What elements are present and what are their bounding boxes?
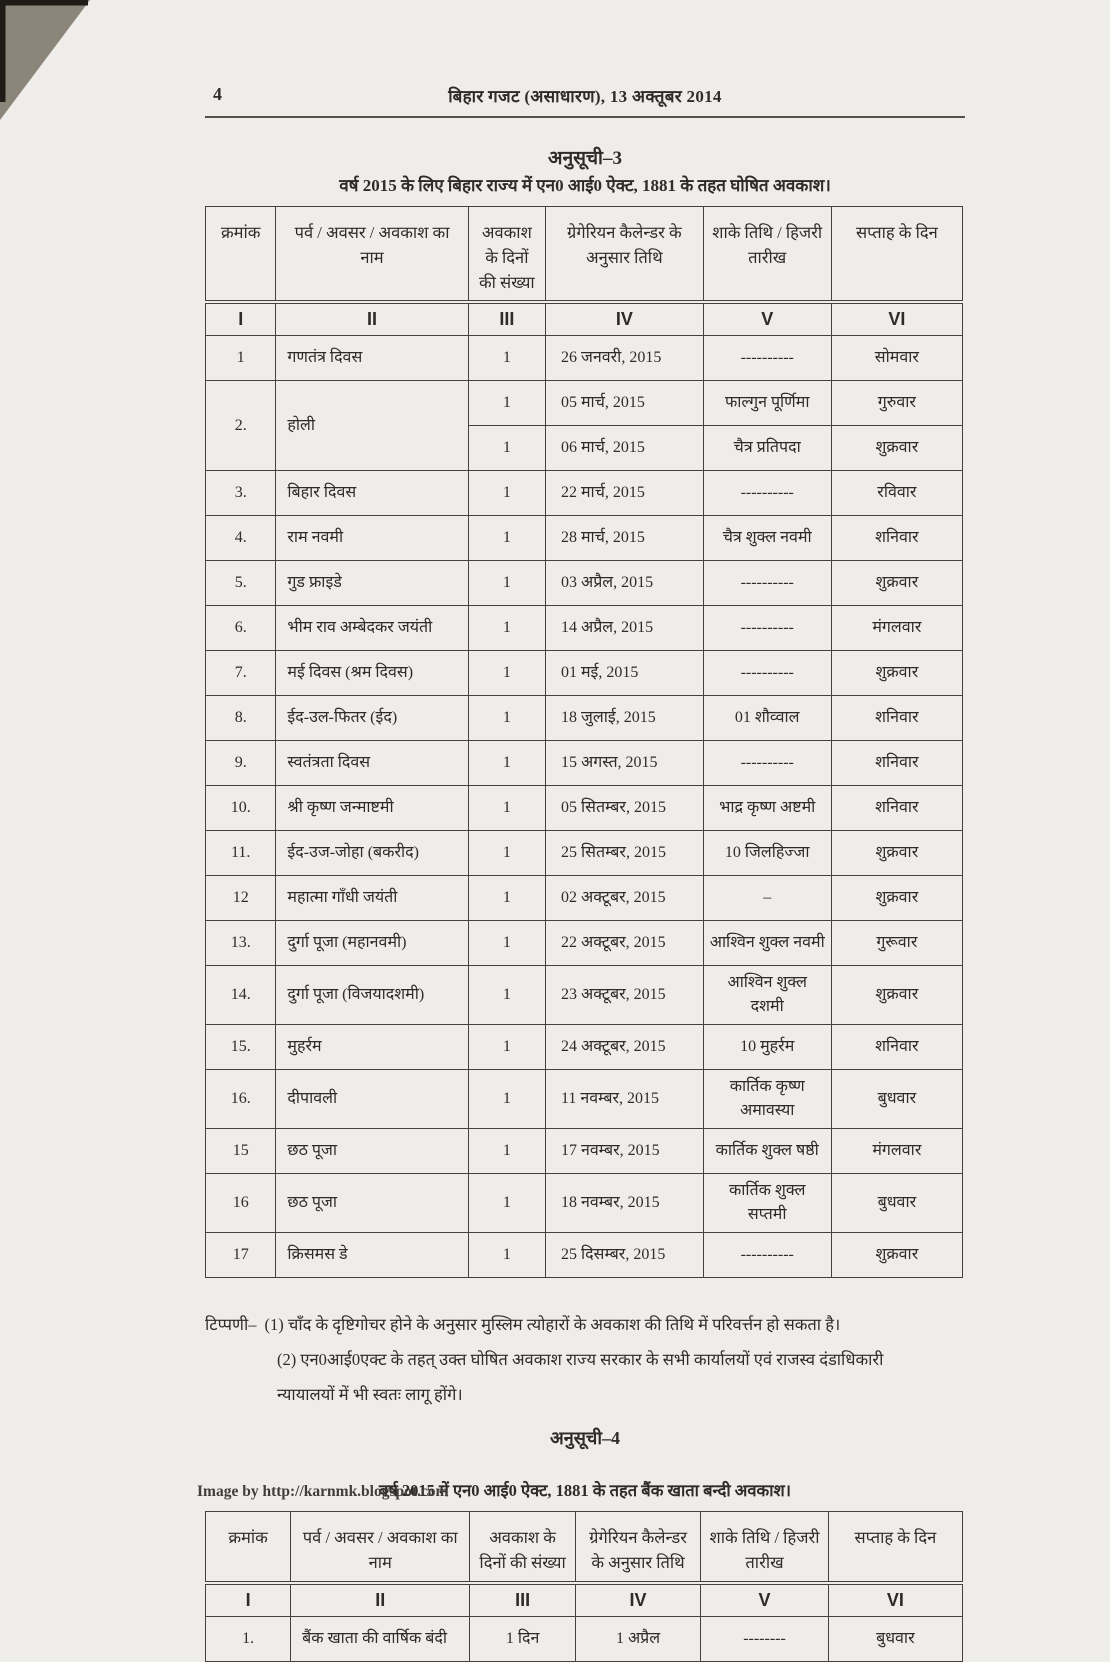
table-cell: 26 जनवरी, 2015	[545, 336, 703, 381]
table-row	[206, 471, 963, 516]
table-cell: 25 सितम्बर, 2015	[545, 831, 703, 876]
table-cell: बुधवार	[828, 1616, 962, 1661]
table-cell: 18 जुलाई, 2015	[545, 696, 703, 741]
table-cell: 16.	[206, 1070, 276, 1129]
table-cell: गणतंत्र दिवस	[276, 336, 468, 381]
table-cell: 1	[468, 561, 545, 606]
table-header-row	[206, 1512, 963, 1583]
table-cell: शुक्रवार	[831, 876, 962, 921]
table-cell: गुड फ्राइडे	[276, 561, 468, 606]
table-cell: 01 शौव्वाल	[703, 696, 831, 741]
table-cell: 15 अगस्त, 2015	[545, 741, 703, 786]
numeral-II: II	[276, 302, 468, 336]
table-cell: शुक्रवार	[831, 1233, 962, 1278]
notes-label: टिप्पणी–	[205, 1315, 257, 1335]
table-cell: ----------	[703, 606, 831, 651]
table-cell: 1	[468, 696, 545, 741]
table-cell: 1	[468, 426, 545, 471]
header-rule	[205, 116, 965, 118]
numeral-V: V	[701, 1583, 828, 1617]
table-cell: क्रिसमस डे	[276, 1233, 468, 1278]
numeral-V: V	[703, 302, 831, 336]
table-row	[206, 741, 963, 786]
table-cell: 1.	[206, 1616, 291, 1661]
col-header-serial: क्रमांक	[206, 207, 276, 303]
table-cell: 14 अप्रैल, 2015	[545, 606, 703, 651]
table-cell: 8.	[206, 696, 276, 741]
table-cell: 1	[468, 831, 545, 876]
table-cell: 1	[468, 741, 545, 786]
table-cell: 15	[206, 1129, 276, 1174]
table-cell: 22 अक्टूबर, 2015	[545, 921, 703, 966]
table-cell: 1	[468, 786, 545, 831]
table-cell: श्री कृष्ण जन्माष्टमी	[276, 786, 468, 831]
column-numeral-row	[206, 1583, 963, 1617]
table-cell: 1	[206, 336, 276, 381]
note-2: (2) एन0आई0एक्ट के तहत् उक्त घोषित अवकाश राज्य सरकार के सभी कार्यालयों एवं राजस्व दंडाधिकारी न्यायालयों में भी स्वतः लागू होंगे।	[277, 1349, 884, 1404]
table-cell: कार्तिक कृष्ण अमावस्या	[703, 1070, 831, 1129]
page-number: 4	[213, 84, 222, 104]
table-cell: 1	[468, 381, 545, 426]
table-cell: चैत्र शुक्ल नवमी	[703, 516, 831, 561]
table-cell: 3.	[206, 471, 276, 516]
table-row	[206, 786, 963, 831]
table-cell: 13.	[206, 921, 276, 966]
table-cell: आश्विन शुक्ल नवमी	[703, 921, 831, 966]
table-cell: ----------	[703, 471, 831, 516]
table-cell: ----------	[703, 741, 831, 786]
table-cell: 17 नवम्बर, 2015	[545, 1129, 703, 1174]
table-cell: बुधवार	[831, 1070, 962, 1129]
table-row	[206, 921, 963, 966]
table-cell: शनिवार	[831, 696, 962, 741]
table-row	[206, 696, 963, 741]
col-header-weekday: सप्ताह के दिन	[831, 207, 962, 303]
table-cell: गुरूवार	[831, 921, 962, 966]
table-row	[206, 1233, 963, 1278]
schedule4-bank-holiday-table	[205, 1511, 963, 1662]
numeral-IV: IV	[575, 1583, 701, 1617]
table-cell: भीम राव अम्बेदकर जयंती	[276, 606, 468, 651]
col-header-weekday: सप्ताह के दिन	[828, 1512, 962, 1583]
table-cell: ईद-उल-फितर (ईद)	[276, 696, 468, 741]
numeral-I: I	[206, 302, 276, 336]
table-cell: 1	[468, 921, 545, 966]
table-cell: 5.	[206, 561, 276, 606]
table-cell: आश्विन शुक्ल दशमी	[703, 966, 831, 1025]
numeral-VI: VI	[831, 302, 962, 336]
footer-credit: Image by http://karnmk.blogspot.com	[197, 1483, 449, 1500]
table-cell: बिहार दिवस	[276, 471, 468, 516]
table-cell: महात्मा गाँधी जयंती	[276, 876, 468, 921]
table-header-row	[206, 207, 963, 303]
table-cell: 11.	[206, 831, 276, 876]
table-row	[206, 381, 963, 426]
table-cell: 10.	[206, 786, 276, 831]
schedule3-holiday-table	[205, 206, 963, 1278]
table-cell: 1	[468, 606, 545, 651]
col-header-gregorian-date: ग्रेगेरियन कैलेन्डर के अनुसार तिथि	[575, 1512, 701, 1583]
table-cell: शुक्रवार	[831, 426, 962, 471]
table-cell: 1	[468, 1129, 545, 1174]
numeral-IV: IV	[545, 302, 703, 336]
table-row	[206, 1174, 963, 1233]
table-cell: 1	[468, 651, 545, 696]
table-cell: मुहर्रम	[276, 1025, 468, 1070]
table-cell: शुक्रवार	[831, 651, 962, 696]
table-cell: 1	[468, 1174, 545, 1233]
table-cell: 2.	[206, 381, 276, 471]
table-cell: 05 मार्च, 2015	[545, 381, 703, 426]
table-cell: मंगलवार	[831, 606, 962, 651]
table-cell: मंगलवार	[831, 1129, 962, 1174]
table-cell: 6.	[206, 606, 276, 651]
numeral-II: II	[291, 1583, 470, 1617]
col-header-days: अवकाश के दिनों की संख्या	[468, 207, 545, 303]
table-cell: बैंक खाता की वार्षिक बंदी	[291, 1616, 470, 1661]
table-cell: 12	[206, 876, 276, 921]
column-numeral-row	[206, 302, 963, 336]
table-cell: ----------	[703, 651, 831, 696]
table-row	[206, 516, 963, 561]
note-1-text: (1) चाँद के दृष्टिगोचर होने के अनुसार मुस्लिम त्योहारों के अवकाश की तिथि में परिवर्त्तन हो सकता है।	[264, 1315, 841, 1335]
schedule3-heading: अनुसूची–3	[548, 148, 622, 169]
table-row	[206, 831, 963, 876]
table-row	[206, 336, 963, 381]
table-cell: 16	[206, 1174, 276, 1233]
table-cell: 01 मई, 2015	[545, 651, 703, 696]
table-row	[206, 561, 963, 606]
table-cell: 10 जिलहिज्जा	[703, 831, 831, 876]
table-cell: 9.	[206, 741, 276, 786]
table-cell: कार्तिक शुक्ल सप्तमी	[703, 1174, 831, 1233]
schedule4-subtitle: वर्ष 2015 में एन0 आई0 ऐक्ट, 1881 के तहत बैंक खाता बन्दी अवकाश।	[379, 1481, 791, 1501]
col-header-name: पर्व / अवसर / अवकाश का नाम	[291, 1512, 470, 1583]
table-cell: 22 मार्च, 2015	[545, 471, 703, 516]
table-cell: 4.	[206, 516, 276, 561]
table-cell: 17	[206, 1233, 276, 1278]
table-row	[206, 1616, 963, 1661]
table-row	[206, 966, 963, 1025]
table-cell: दीपावली	[276, 1070, 468, 1129]
scan-corner-fold	[0, 0, 100, 130]
table-row	[206, 876, 963, 921]
table-cell: फाल्गुन पूर्णिमा	[703, 381, 831, 426]
numeral-III: III	[468, 302, 545, 336]
table-cell: 7.	[206, 651, 276, 696]
page-content	[205, 0, 965, 1662]
col-header-days: अवकाश के दिनों की संख्या	[470, 1512, 575, 1583]
page-header	[205, 84, 965, 110]
numeral-III: III	[470, 1583, 575, 1617]
table-cell: 15.	[206, 1025, 276, 1070]
table-cell: बुधवार	[831, 1174, 962, 1233]
table-cell: छठ पूजा	[276, 1174, 468, 1233]
table-cell: 23 अक्टूबर, 2015	[545, 966, 703, 1025]
table-row	[206, 606, 963, 651]
table-cell: –	[703, 876, 831, 921]
table-cell: 1	[468, 876, 545, 921]
table-cell: सोमवार	[831, 336, 962, 381]
numeral-VI: VI	[828, 1583, 962, 1617]
table-cell: ----------	[703, 561, 831, 606]
col-header-shaka-hijri: शाके तिथि / हिजरी तारीख	[703, 207, 831, 303]
table-cell: 02 अक्टूबर, 2015	[545, 876, 703, 921]
table-cell: दुर्गा पूजा (महानवमी)	[276, 921, 468, 966]
table-cell: दुर्गा पूजा (विजयादशमी)	[276, 966, 468, 1025]
table-cell: राम नवमी	[276, 516, 468, 561]
table-cell: शुक्रवार	[831, 831, 962, 876]
table-cell: 06 मार्च, 2015	[545, 426, 703, 471]
table-cell: 28 मार्च, 2015	[545, 516, 703, 561]
table-cell: 03 अप्रैल, 2015	[545, 561, 703, 606]
col-header-gregorian-date: ग्रेगेरियन कैलेन्डर के अनुसार तिथि	[545, 207, 703, 303]
table-cell: शनिवार	[831, 516, 962, 561]
table-cell: 18 नवम्बर, 2015	[545, 1174, 703, 1233]
table-cell: शुक्रवार	[831, 561, 962, 606]
table-cell: शनिवार	[831, 1025, 962, 1070]
table-cell: गुरुवार	[831, 381, 962, 426]
table-row	[206, 1070, 963, 1129]
table-cell: होली	[276, 381, 468, 471]
table-cell: ----------	[703, 336, 831, 381]
note-1	[205, 1308, 965, 1343]
table-cell: शुक्रवार	[831, 966, 962, 1025]
table-cell: मई दिवस (श्रम दिवस)	[276, 651, 468, 696]
numeral-I: I	[206, 1583, 291, 1617]
schedule3-subtitle: वर्ष 2015 के लिए बिहार राज्य में एन0 आई0 ऐक्ट, 1881 के तहत घोषित अवकाश।	[339, 176, 831, 195]
table-row	[206, 1025, 963, 1070]
table-cell: 1 दिन	[470, 1616, 575, 1661]
table-cell: --------	[701, 1616, 828, 1661]
table-cell: ----------	[703, 1233, 831, 1278]
table-cell: 1	[468, 471, 545, 516]
table-cell: 10 मुहर्रम	[703, 1025, 831, 1070]
schedule4-heading: अनुसूची–4	[549, 1428, 620, 1449]
table-row	[206, 1129, 963, 1174]
table-cell: भाद्र कृष्ण अष्टमी	[703, 786, 831, 831]
table-cell: शनिवार	[831, 786, 962, 831]
table-cell: शनिवार	[831, 741, 962, 786]
table-cell: स्वतंत्रता दिवस	[276, 741, 468, 786]
table-cell: 14.	[206, 966, 276, 1025]
table-cell: 1	[468, 1070, 545, 1129]
table-row	[206, 651, 963, 696]
table-cell: रविवार	[831, 471, 962, 516]
table-cell: 1	[468, 966, 545, 1025]
col-header-name: पर्व / अवसर / अवकाश का नाम	[276, 207, 468, 303]
table-cell: 24 अक्टूबर, 2015	[545, 1025, 703, 1070]
gazette-title: बिहार गजट (असाधारण), 13 अक्तूबर 2014	[448, 87, 722, 106]
table-cell: 05 सितम्बर, 2015	[545, 786, 703, 831]
table-cell: ईद-उज-जोहा (बकरीद)	[276, 831, 468, 876]
col-header-shaka-hijri: शाके तिथि / हिजरी तारीख	[701, 1512, 828, 1583]
table-cell: छठ पूजा	[276, 1129, 468, 1174]
table-cell: 1 अप्रैल	[575, 1616, 701, 1661]
table-cell: चैत्र प्रतिपदा	[703, 426, 831, 471]
table-cell: 1	[468, 1025, 545, 1070]
col-header-serial: क्रमांक	[206, 1512, 291, 1583]
table-cell: 11 नवम्बर, 2015	[545, 1070, 703, 1129]
table-cell: 1	[468, 336, 545, 381]
notes-section	[205, 1308, 965, 1412]
table-cell: 25 दिसम्बर, 2015	[545, 1233, 703, 1278]
table-cell: 1	[468, 516, 545, 561]
table-cell: कार्तिक शुक्ल षष्ठी	[703, 1129, 831, 1174]
table-cell: 1	[468, 1233, 545, 1278]
